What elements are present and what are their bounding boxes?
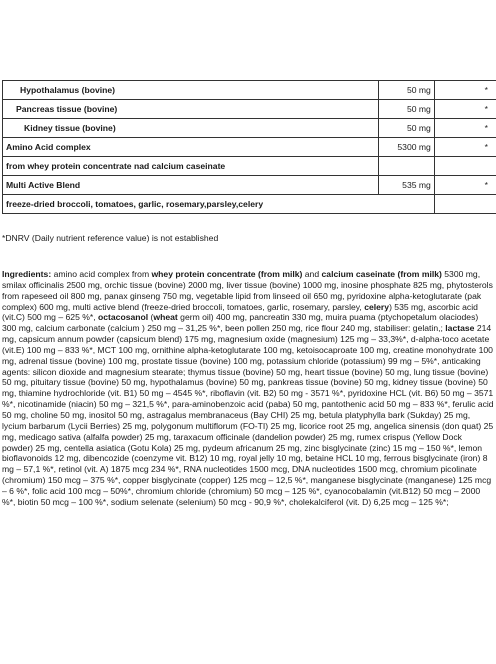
allergen-text: calcium caseinate (from milk) bbox=[321, 269, 442, 279]
allergen-text: whey protein concentrate (from milk) bbox=[151, 269, 303, 279]
table-row bbox=[3, 119, 496, 138]
table-row bbox=[3, 138, 496, 157]
row-dnrv bbox=[434, 157, 496, 176]
table-row bbox=[3, 176, 496, 195]
dnrv-footnote: *DNRV (Daily nutrient reference value) is not established bbox=[2, 233, 219, 243]
row-label: Kidney tissue (bovine) bbox=[3, 119, 379, 138]
row-label: Multi Active Blend bbox=[3, 176, 379, 195]
row-amount: 50 mg bbox=[378, 119, 434, 138]
table-row bbox=[3, 157, 496, 176]
row-amount: 50 mg bbox=[378, 81, 434, 100]
table-row bbox=[3, 195, 496, 214]
row-empty-cell bbox=[434, 195, 496, 214]
ingredients-paragraph bbox=[2, 269, 494, 508]
row-dnrv: * bbox=[434, 100, 496, 119]
nutrition-table bbox=[2, 80, 496, 214]
ingredients-text: germ oil) 400 mg, pancreatin 330 mg, muira puama (ptychopetalum olaciodes) 300 mg, calcium carbonate (calcium ) 250 mg – 31,25 %*, been pollen 250 mg, rice flour 240 mg, stabiliser: gelatin,; bbox=[2, 312, 479, 334]
row-label: Amino Acid complex bbox=[3, 138, 379, 157]
row-dnrv: * bbox=[434, 176, 496, 195]
row-amount bbox=[378, 157, 434, 176]
allergen-text: octacosanol bbox=[98, 312, 149, 323]
row-dnrv: * bbox=[434, 138, 496, 157]
row-amount: 50 mg bbox=[378, 100, 434, 119]
row-label: freeze-dried broccoli, tomatoes, garlic, rosemary,parsley,celery bbox=[3, 195, 435, 214]
ingredients-text: 5300 mg, smilax officinalis 2500 mg, orchic tissue (bovine) 2000 mg, liver tissue (bovine) 1000 mg, inosine phosphate 825 mg, phytosterols from rapeseed oil 800 mg, panax ginseng 750 mg, vegetable lipid from linseed oil 650 mg, pyridoxine alpha-ketoglutarate (pak complex) 600 mg, multi active blend (freeze-dried broccoli, tomatoes, garlic, rosemary, parsley, bbox=[2, 269, 493, 312]
row-label: from whey protein concentrate nad calcium caseinate bbox=[3, 157, 379, 176]
ingredients-text: ( bbox=[148, 312, 154, 323]
allergen-text: wheat bbox=[153, 312, 178, 323]
row-label: Hypothalamus (bovine) bbox=[3, 81, 379, 100]
allergen-text: lactase bbox=[445, 323, 475, 334]
row-dnrv: * bbox=[434, 81, 496, 100]
row-amount: 5300 mg bbox=[378, 138, 434, 157]
ingredients-text: and bbox=[302, 269, 322, 279]
row-amount: 535 mg bbox=[378, 176, 434, 195]
ingredients-text: ) 535 mg, ascorbic acid (vit.C) 500 mg – 625 %*, bbox=[2, 301, 478, 323]
row-label: Pancreas tissue (bovine) bbox=[3, 100, 379, 119]
allergen-text: celery bbox=[364, 301, 390, 312]
ingredients-text: amino acid complex from bbox=[51, 269, 152, 279]
row-dnrv: * bbox=[434, 119, 496, 138]
table-row bbox=[3, 81, 496, 100]
table-row bbox=[3, 100, 496, 119]
ingredients-text: 214 mg, capsicum annum powder (capsicum blend) 175 mg, magnesium oxide (magnesium) 125 mg – 33,3%*, d-alpha-toco acetate (vit.E) 100 mg – 833 %*, MCT 100 mg, ornithine alpha-ketoglutarate 100 mg, ketoisocaproate 100 mg, creatine monohydrate 100 mg, adrenal tissue (bovine) 100 mg, prostate tissue (bovine) 100 mg, potassium chloride (potassium) 99 mg – 5%*, anticaking agents: silicon dioxide and magnesium stearate; thymus tissue (bovine) 50 mg, heart tissue (bovine) 50 mg, lung tissue (bovine) 50 mg, pituitary tissue (bovine) 50 mg, hypothalamus (bovine) 50 mg, pankreas tissue (bovine) 50 mg, kidney tissue (bovine) 50 mg, thiamine hydrochloride (vit. B1) 50 mg – 4545 %*, riboflavin (vit. B2) 50 mg - 3571 %*, pyridoxine HCL (vit. B6) 50 mg – 3571 %*, nicotinamide (niacin) 50 mg – 321,5 %*, para-aminobenzoic acid (paba) 50 mg, pantothenic acid 50 mg – 833 %*, ferulic acid 50 mg, choline 50 mg, inositol 50 mg, astragalus membranaceus (Bay CHI) 25 mg, betula platyphylla bark (Sukday) 25 mg, lycium barbarum (Lycii Berries) 25 mg, polygonum multiflorum (FO-TI) 25 mg, licorice root 25 mg, angelica sinensis (don quat) 25 mg, medicago sativa (alfalfa powder) 25 mg, taraxacum officinale (dandelion powder) 25 mg, rumex crispus (Yellow Dock powder) 25 mg, centella asiatica (Gotu Kola) 25 mg, pydeum africanum 25 mg, zinc bisglycinate (zinc) 15 mg – 150 %*, lemon bioflavonoids 12 mg, dibencozide (coenzyme vit. B12) 10 mg, royal jelly 10 mg, betaine HCL 10 mg, ferrous bisglycinate (iron) 8 mg – 57,1 %*, retinol (vit. A) 1875 mcg 234 %*, RNA nucleotides 1500 mcg, DNA nucleotides 1500 mcg, chromium picolinate (chromium) 150 mcg – 375 %*, copper bisglycinate (copper) 125 mcg – 12,5 %*, manganese bisglycinate (manganese) 125 mcg – 6 %*, folic acid 100 mcg – 50%*, chromium chloride (chromium) 50 mcg – 125 %*, cyanocobalamin (vit.B12) 50 mcg – 2000 %*, biotin 50 mcg – 100 %*, sodium selenate (selenium) 50 mcg - 90,9 %*, cholekalciferol (vit. D) 6,25 mcg – 125 %*; bbox=[2, 323, 494, 507]
ingredients-heading: Ingredients: bbox=[2, 269, 52, 279]
